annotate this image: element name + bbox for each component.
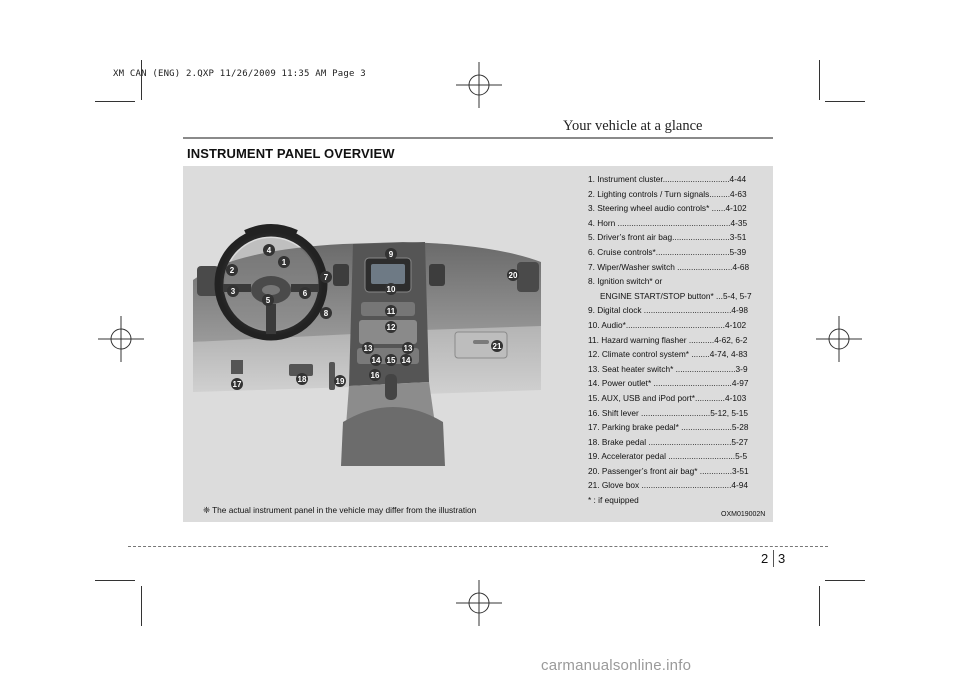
svg-text:15: 15: [386, 356, 396, 365]
svg-text:9: 9: [388, 250, 394, 259]
index-item: 21. Glove box .......................................4-94: [588, 480, 749, 491]
footnote: * : if equipped: [588, 495, 639, 506]
footer-rule: [128, 546, 828, 547]
callout-20: [507, 269, 519, 281]
index-item: 7. Wiper/Washer switch ........................4-68: [588, 261, 750, 272]
svg-text:13: 13: [403, 344, 413, 353]
component-index-list: [588, 172, 768, 508]
index-item: 17. Parking brake pedal* ......................5-28: [588, 422, 749, 433]
callout-8: [320, 307, 332, 319]
svg-text:6: 6: [302, 289, 308, 298]
svg-text:21: 21: [492, 342, 502, 351]
page-number: 3: [778, 551, 786, 566]
svg-text:18: 18: [297, 375, 307, 384]
header-rule: [183, 137, 773, 139]
page-number-separator: [773, 550, 774, 567]
svg-text:4: 4: [266, 246, 272, 255]
watermark: carmanualsonline.info: [541, 657, 692, 674]
svg-text:17: 17: [232, 380, 242, 389]
crop-mark: [819, 586, 820, 626]
index-item: 6. Cruise controls*................................5-39: [588, 246, 747, 257]
index-item: 11. Hazard warning flasher ...........4-62, 6-2: [588, 334, 748, 345]
crop-mark: [825, 101, 865, 102]
image-code: OXM019002N: [721, 511, 766, 518]
callout-12: [385, 321, 397, 333]
callout-6: [299, 287, 311, 299]
index-item: 18. Brake pedal ....................................5-27: [588, 436, 749, 447]
svg-text:14: 14: [371, 356, 381, 365]
callout-16: [369, 369, 381, 381]
callout-14a: [370, 354, 382, 366]
svg-text:19: 19: [335, 377, 345, 386]
callout-18: [296, 373, 308, 385]
svg-text:5: 5: [265, 296, 271, 305]
instrument-panel-illustration: [193, 222, 541, 466]
crop-mark: [825, 580, 865, 581]
callout-7: [320, 271, 332, 283]
index-item-continuation: ENGINE START/STOP button* ...5-4, 5-7: [600, 290, 752, 301]
callout-13a: [362, 342, 374, 354]
callout-14b: [400, 354, 412, 366]
index-item: 4. Horn .................................................4-35: [588, 217, 748, 228]
callout-15: [385, 354, 397, 366]
svg-text:3: 3: [230, 287, 236, 296]
callout-10: [385, 283, 397, 295]
callout-11: [385, 305, 397, 317]
svg-text:1: 1: [281, 258, 287, 267]
index-item: 16. Shift lever ..............................5-12, 5-15: [588, 407, 749, 418]
registration-mark-right: [814, 314, 864, 364]
registration-mark-left: [96, 314, 146, 364]
svg-text:10: 10: [386, 285, 396, 294]
index-item: 15. AUX, USB and iPod port*.............4-103: [588, 392, 747, 403]
callout-2: [226, 264, 238, 276]
index-item: 20. Passenger’s front air bag* ..............3-51: [588, 465, 749, 476]
callout-13b: [402, 342, 414, 354]
callout-4: [263, 244, 275, 256]
svg-text:8: 8: [323, 309, 329, 318]
registration-mark-top: [454, 60, 504, 110]
callout-21: [491, 340, 503, 352]
svg-text:16: 16: [370, 371, 380, 380]
svg-text:12: 12: [386, 323, 396, 332]
index-item: 9. Digital clock ......................................4-98: [588, 305, 748, 316]
svg-text:20: 20: [508, 271, 518, 280]
crop-mark: [141, 60, 142, 100]
printer-slug: XM CAN (ENG) 2.QXP 11/26/2009 11:35 AM Page 3: [113, 69, 366, 79]
callout-9: [385, 248, 397, 260]
index-item: 14. Power outlet* ..................................4-97: [588, 378, 749, 389]
section-header: Your vehicle at a glance: [563, 118, 703, 134]
crop-mark: [95, 580, 135, 581]
index-item: 12. Climate control system* ........4-74, 4-83: [588, 349, 748, 360]
svg-text:11: 11: [386, 307, 396, 316]
disclaimer-note: ❈ The actual instrument panel in the vehicle may differ from the illustration: [203, 505, 477, 515]
registration-mark-bottom: [454, 578, 504, 628]
crop-mark: [141, 586, 142, 626]
crop-mark: [819, 60, 820, 100]
chapter-number: 2: [761, 551, 769, 566]
index-item: 1. Instrument cluster.............................4-44: [588, 174, 747, 184]
index-item: 10. Audio*...........................................4-102: [588, 319, 747, 330]
svg-text:7: 7: [323, 273, 329, 282]
index-item: 8. Ignition switch* or: [588, 276, 663, 287]
crop-mark: [95, 101, 135, 102]
index-item: 19. Accelerator pedal .............................5-5: [588, 451, 748, 462]
index-item: 2. Lighting controls / Turn signals.........4-63: [588, 188, 747, 199]
svg-text:13: 13: [363, 344, 373, 353]
callout-1: [278, 256, 290, 268]
callout-3: [227, 285, 239, 297]
svg-text:14: 14: [401, 356, 411, 365]
index-item: 5. Driver’s front air bag.........................3-51: [588, 232, 747, 243]
page-title: INSTRUMENT PANEL OVERVIEW: [187, 146, 395, 161]
callout-19: [334, 375, 346, 387]
callout-17: [231, 378, 243, 390]
svg-text:2: 2: [229, 266, 235, 275]
index-item: 3. Steering wheel audio controls* ......4-102: [588, 203, 747, 214]
callout-5: [262, 294, 274, 306]
index-item: 13. Seat heater switch* ..........................3-9: [588, 363, 748, 374]
